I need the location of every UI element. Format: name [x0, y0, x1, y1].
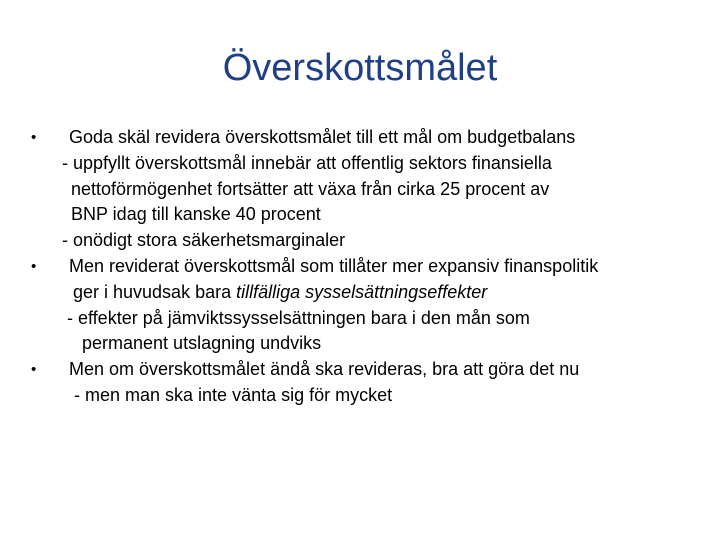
sub-line-3: BNP idag till kanske 40 procent	[71, 204, 321, 225]
bullet-2-italic-text: tillfälliga sysselsättningseffekter	[236, 281, 488, 302]
sub-line-1: - uppfyllt överskottsmål innebär att offentlig sektors finansiella	[62, 152, 552, 173]
bullet-2-cont-text: ger i huvudsak bara	[73, 281, 237, 302]
bullet-marker: •	[31, 361, 37, 379]
bullet-2-continuation	[36, 280, 696, 306]
bullet-2-text: Men reviderat överskottsmål som tillåter mer expansiv finanspolitik	[69, 255, 599, 276]
bullet-3	[31, 357, 696, 383]
bullet-3-text: Men om överskottsmålet ändå ska revideras, bra att göra det nu	[69, 359, 580, 380]
bullet-marker: •	[31, 257, 37, 275]
sub-line-6: permanent utslagning undviks	[82, 333, 322, 354]
bullet-1	[31, 125, 696, 151]
sub-line-7: - men man ska inte vänta sig för mycket	[74, 384, 393, 405]
slide-title: Överskottsmålet	[222, 47, 498, 89]
bullet-marker: •	[31, 129, 37, 146]
bullet-1-text: Goda skäl revidera överskottsmålet till ett mål om budgetbalans	[69, 127, 576, 147]
sub-line-4: - onödigt stora säkerhetsmarginaler	[62, 230, 346, 251]
sub-line-2: nettoförmögenhet fortsätter att växa från cirka 25 procent av	[71, 178, 550, 199]
bullet-2	[31, 254, 696, 280]
slide-body	[31, 125, 696, 409]
sub-line-5: - effekter på jämviktssysselsättningen bara i den mån som	[67, 307, 530, 328]
